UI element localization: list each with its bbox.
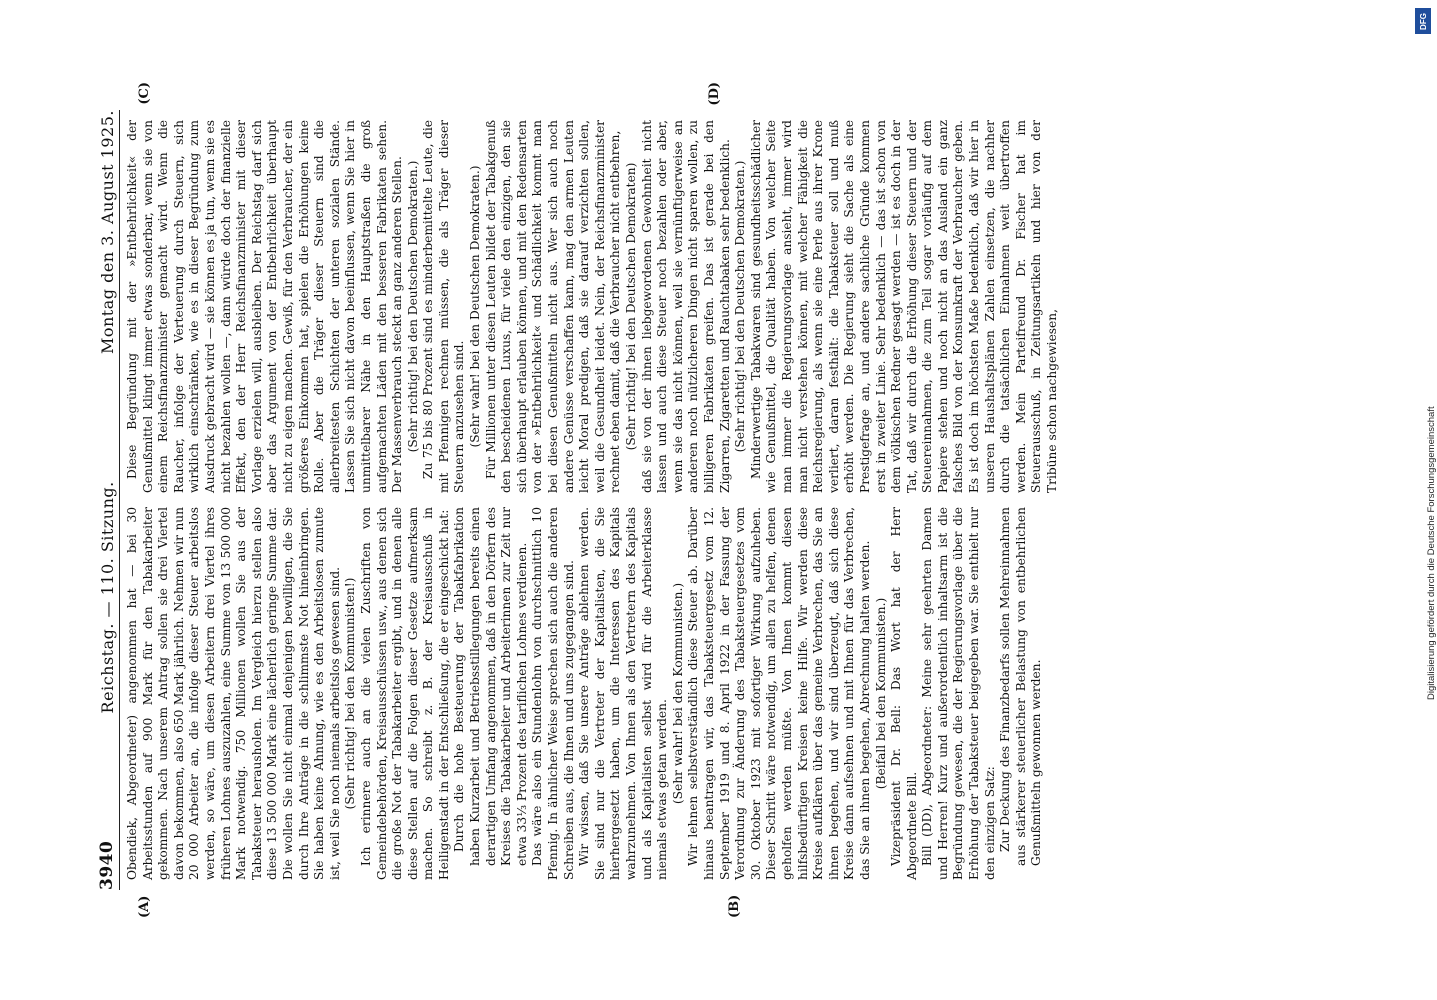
interjection: (Sehr richtig! bei den Deutschen Demokraten)	[624, 162, 638, 451]
left-column	[125, 507, 1357, 902]
header-rule	[119, 110, 120, 890]
interjection: (Sehr richtig! bei den Kommunisten!)	[343, 577, 358, 810]
paragraph: Obendiek, Abgeordneter) angenommen hat — bei 30 Arbeitsstunden auf 900 Mark für den Tabakarbeiter gekommen. Nach unserem Antrag sollen sie drei Viertel davon bekommen, also 650 Mark jährlich. Nehmen wir nun 20 000 Arbeiter an, die infolge dieser Steuer arbeitslos werden, so wäre, um diesen Arbeitern drei Viertel ihres früheren Lohnes auszuzahlen, eine Summe von 13 500 000 Mark notwendig. 750 Millionen wollen Sie aus der Tabaksteuer herausholen. Im Vergleich hierzu stellen also diese 13 500 000 Mark eine lächerlich geringe Summe dar. Die wollen Sie nicht einmal denjenigen bewilligen, die Sie durch Ihre Anträge in die schlimmste Not hineinbringen. Sie haben keine Ahnung, wie es den Arbeitslosen zumute ist, weil Sie noch niemals arbeitslos gewesen sind.	[125, 507, 342, 880]
right-column	[125, 98, 1357, 493]
session-title: Reichstag. — 110. Sitzung.	[98, 481, 117, 714]
page-number: 3940	[97, 840, 117, 890]
speaker-announcement: Vizepräsident Dr. Bell: Das Wort hat der Herr Abgeordnete Bill.	[889, 507, 919, 880]
paragraph: Wir lehnen selbstverständlich diese Steuer ab. Darüber hinaus beantragen wir, das Tabaksteuergesetz vom 12. September 1919 und 8. April 1922 in der Fassung der Verordnung zur Änderung des Tabaksteuergesetzes vom 30. Oktober 1923 mit sofortiger Wirkung aufzuheben. Dieser Schritt wäre notwendig, um allen zu helfen, denen geholfen werden müßte. Von Ihnen kommt diesen hilfsbedürftigen Kreisen keine Hilfe. Wir werden diese Kreise aufklären über das gemeine Verbrechen, das Sie an ihnen begehen, und wir sind überzeugt, daß sich diese Kreise dann aufsehnen und mit Ihnen für das Verbrechen, das Sie an ihnen begehen, Abrechnung halten werden.	[686, 507, 872, 880]
text-columns	[125, 98, 1357, 902]
margin-mark-b: (B)	[727, 894, 742, 918]
page-header	[87, 110, 117, 890]
scanned-page	[67, 80, 1367, 920]
paragraph: Zu 75 bis 80 Prozent sind es minderbemittelte Leute, die mit Pfennigen rechnen müssen, die als Träger dieser Steuern anzusehen sind.	[421, 120, 467, 493]
paragraph: Minderwertige Tabakwaren sind gesundheitsschädlicher wie Genußmittel, die Qualität haben. Von welcher Seite man immer die Regierungsvorlage ansieht, immer wird man nicht verstehen können, mit welcher Fähigkeit die Reichsregierung, als wenn sie eine Perle aus ihrer Krone verliert, daran festhält: die Tabaksteuer soll und muß erhöht werden. Die Regierung sieht die Sache als eine Prestigefrage an, und andere sachliche Gründe kommen erst in zweiter Linie. Sehr bedenklich — das ist schon von dem völkischen Redner gesagt werden — ist es doch in der Tat, daß wir durch die Erhöhung dieser Steuern und der Steuereinnahmen, die zum Teil sogar vorläufig auf dem Papiere stehen und noch nicht an das Ausland ein ganz falsches Bild von der Konsumkraft der Verbraucher geben. Es ist doch im höchsten Maße bedenklich, daß wir hier in unseren Haushaltsplänen Zahlen einsetzen, die nachher durch die tatsächlichen Einnahmen weit übertroffen werden. Mein Parteifreund Dr. Fischer hat im Steuerausschuß, in Zeitungsartikeln und hier von der Tribüne schon nachgewiesen,	[748, 120, 1060, 493]
interjection: (Sehr wahr! bei den Kommunisten.)	[670, 582, 685, 805]
paragraph: Bill (DD), Abgeordneter: Meine sehr geehrten Damen und Herren! Kurz und außerordentlich inhaltsarm ist die Begründung gewesen, die der Regierungsvorlage über die Erhöhung der Tabaksteuer beigegeben war. Sie enthielt nur den einzigen Satz:	[920, 507, 997, 880]
margin-mark-d: (D)	[707, 82, 722, 106]
interjection: (Sehr richtig! bei den Deutschen Demokraten.)	[733, 160, 748, 453]
quotation: Durch die hohe Besteuerung der Tabakfabrikation haben Kurzarbeit und Betriebsstillegungen bereits einen derartigen Umfang angenommen, daß in den Dörfern des Kreises die Tabakarbeiter und Arbeiterinnen zur Zeit nur etwa 33⅓ Prozent des tariflichen Lohnes verdienen.	[452, 507, 529, 866]
paragraph: Diese Begründung mit der »Entbehrlichkeit« der Genußmittel klingt immer etwas sonderbar, wenn sie von einem Reichsfinanzminister gemacht wird. Wenn die Raucher, infolge der Verteuerung durch Steuern, sich wirklich einschränken, wie es in dieser Begründung zum Ausdruck gebracht wird — sie können es ja tun, wenn sie es nicht bezahlen wollen —, dann würde doch der finanzielle Effekt, den der Herr Reichsfinanzminister mit dieser Vorlage erzielen will, ausbleiben. Der Reichstag darf sich aber das Argument von der Entbehrlichkeit überhaupt nicht zu eigen machen. Gewiß, für den Verbraucher, der ein größeres Einkommen hat, spielen die Erhöhungen keine Rolle. Aber die Träger dieser Steuern sind die allerbreitesten Schichten der unteren sozialen Stände. Lassen Sie sich nicht davon beeinflussen, wenn Sie hier in unmittelbarer Nähe in den Hauptstraßen die groß aufgemachten Läden mit den besseren Fabrikaten sehen. Der Massenverbrauch steckt an ganz anderen Stellen.	[125, 120, 405, 493]
digitization-note-text: Digitalisierung gefördert durch die Deutsche Forschungsgemeinschaft	[1426, 406, 1437, 700]
dfg-logo-text: DFG	[1418, 12, 1428, 30]
margin-mark-c: (C)	[137, 82, 152, 105]
interjection: (Beifall bei den Kommunisten.)	[873, 597, 888, 790]
quotation: Zur Deckung des Finanzbedarfs sollen Mehreinnahmen aus stärkerer steuerlicher Belastung von entbehrlichen Genußmitteln gewonnen werden.	[998, 507, 1044, 866]
paragraph: Für Millionen unter diesen Leuten bildet der Tabakgenuß den bescheidenen Luxus, für viele den einzigen, den sie sich überhaupt erlauben können, und mit den Redensarten von der »Entbehrlichkeit« und Schädlichkeit kommt man bei diesen Genußmitteln nicht aus. Wer sich auch noch andere Genüsse verschaffen kann, mag den armen Leuten leicht Moral predigen, daß sie darauf verzichten sollen, weil die Gesundheit leidet. Nein, der Reichsfinanzminister rechnet eben damit, daß die Verbraucher nicht entbehren,	[483, 120, 623, 493]
paragraph: Wir wissen, daß Sie unsere Anträge ablehnen werden. Sie sind nur die Vertreter der Kapitalisten, die Sie hierhergesetzt haben, um die Interessen des Kapitals wahrzunehmen. Von Ihnen als den Vertretern des Kapitals und als Kapitalisten selbst wird für die Arbeiterklasse niemals etwas getan werden.	[577, 507, 670, 880]
digitization-note	[1414, 10, 1437, 700]
paragraph: daß sie von der ihnen liebgewordenen Gewohnheit nicht lassen und auch diese Steuer noch bezahlen oder aber, wenn sie das nicht können, weil sie vernünftigerweise an anderen noch nützlicheren Dingen nicht sparen wollen, zu billigeren Fabrikaten greifen. Das ist gerade bei den Zigarren, Zigaretten und Rauchtabaken sehr bedenklich.	[639, 120, 732, 493]
paragraph: Das wäre also ein Stundenlohn von durchschnittlich 10 Pfennig. In ähnlicher Weise sprechen sich auch die anderen Schreiben aus, die Ihnen und uns zugegangen sind.	[530, 507, 576, 880]
paragraph: Ich erinnere auch an die vielen Zuschriften von Gemeindebehörden, Kreisausschüssen usw., aus denen sich die große Not der Tabakarbeiter ergibt, und in denen alle diese Stellen auf die Folgen dieser Gesetze aufmerksam machen. So schreibt z. B. der Kreisausschuß in Heiligenstadt in der Entschließung, die er eingeschickt hat:	[358, 507, 451, 880]
interjection: (Sehr richtig! bei den Deutschen Demokraten.)	[405, 160, 420, 453]
session-date: Montag den 3. August 1925.	[98, 110, 117, 355]
interjection: (Sehr wahr! bei den Deutschen Demokraten.)	[468, 165, 483, 448]
margin-mark-a: (A)	[137, 895, 152, 918]
